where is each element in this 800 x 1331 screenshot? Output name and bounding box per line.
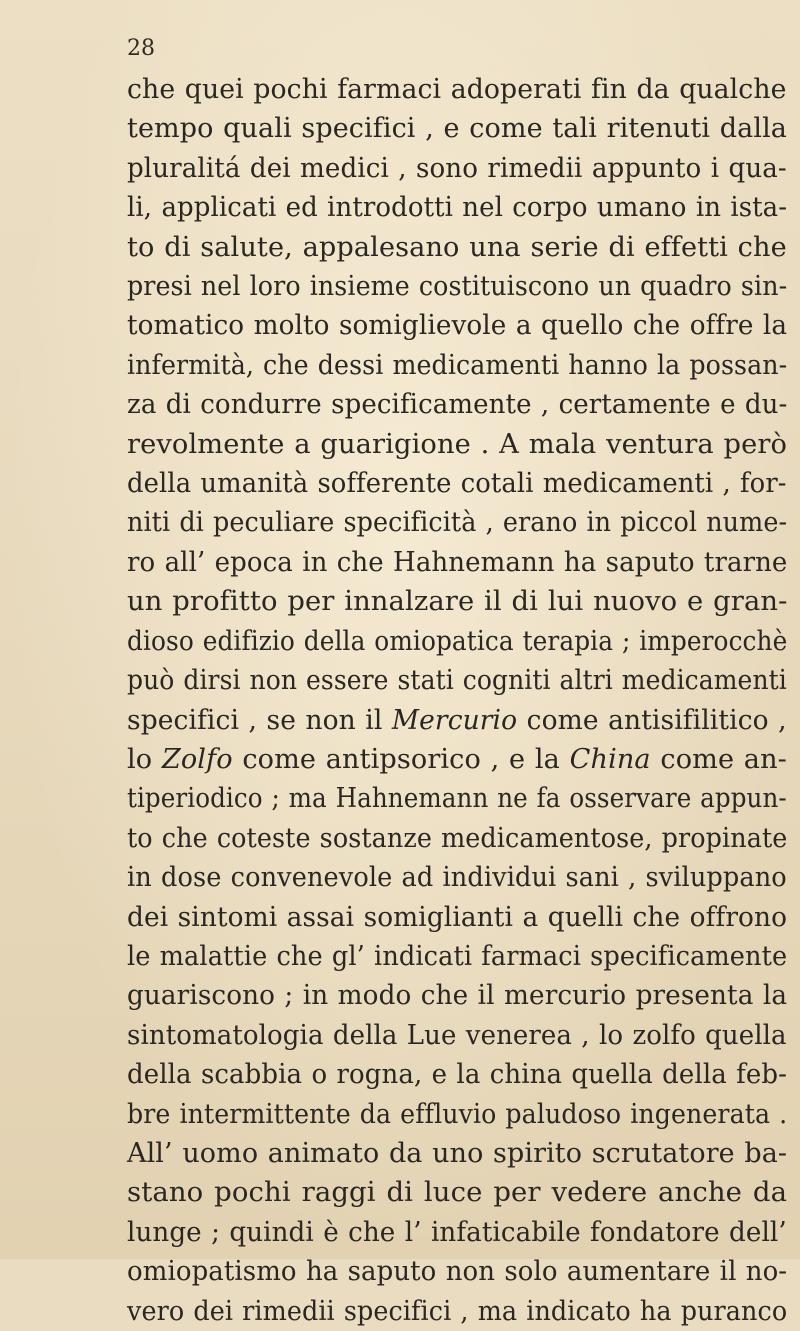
text-line	[127, 188, 788, 227]
text-line	[127, 149, 787, 188]
text-segment: bre intermittente da effluvio paludoso ingenerata .	[127, 1097, 788, 1130]
italic-term: China	[569, 742, 651, 775]
text-segment: niti di peculiare specificità , erano in piccol nume-	[127, 506, 788, 539]
text-line	[127, 976, 788, 1015]
text-line	[127, 109, 788, 148]
text-line	[127, 1016, 787, 1055]
text-line	[127, 70, 787, 109]
text-segment: sintomatologia della Lue venerea , lo zolfo quella	[127, 1018, 787, 1051]
text-segment: può dirsi non essere stati cogniti altri medicamenti	[127, 664, 787, 697]
italic-term: Zolfo	[161, 742, 233, 775]
text-line	[127, 622, 788, 661]
text-segment: un profitto per innalzare il di lui nuovo e gran-	[127, 585, 788, 618]
text-segment: come an-	[650, 742, 787, 775]
text-line	[127, 898, 788, 937]
text-line	[127, 385, 788, 424]
text-line	[127, 346, 788, 385]
text-line	[127, 1095, 788, 1134]
text-segment: della scabbia o rogna, e la china quella della feb-	[127, 1058, 787, 1091]
text-segment: lunge ; quindi è che l’ infaticabile fondatore dell’	[127, 1215, 787, 1248]
text-segment: in dose convenevole ad individui sani , sviluppano	[127, 861, 787, 894]
text-segment: to che coteste sostanze medicamentose, propinate	[127, 821, 788, 854]
italic-term: Mercurio	[391, 703, 518, 736]
text-line	[127, 1055, 787, 1094]
text-segment: stano pochi raggi di luce per vedere anche da	[127, 1176, 788, 1209]
text-line	[127, 701, 787, 740]
text-line	[127, 1252, 788, 1291]
text-segment: lo	[127, 742, 162, 775]
text-segment: dei sintomi assai somiglianti a quelli che offrono	[127, 900, 788, 933]
text-segment: tempo quali specifici , e come tali ritenuti dalla	[127, 112, 788, 145]
text-segment: All’ uomo animato da uno spirito scrutatore ba-	[127, 1136, 788, 1169]
text-segment: della umanità sofferente cotali medicamenti , for-	[127, 467, 787, 500]
text-segment: come antisifilitico ,	[517, 703, 787, 736]
text-line	[127, 1213, 787, 1252]
text-line	[127, 464, 787, 503]
text-line	[127, 503, 788, 542]
text-line	[127, 1292, 788, 1331]
text-segment: pluralitá dei medici , sono rimedii appunto i qua-	[127, 151, 787, 184]
text-line	[127, 937, 788, 976]
text-line	[127, 661, 787, 700]
text-line	[127, 1134, 788, 1173]
text-segment: che quei pochi farmaci adoperati fin da qualche	[127, 73, 787, 105]
text-line	[127, 858, 787, 897]
text-segment: le malattie che gl’ indicati farmaci specificamente	[127, 939, 788, 972]
text-segment: vero dei rimedii specifici , ma indicato ha puranco	[127, 1294, 788, 1327]
text-segment: tomatico molto somiglievole a quello che offre la	[127, 309, 788, 342]
text-line	[127, 228, 787, 267]
text-segment: specifici , se non il	[127, 703, 392, 736]
text-segment: infermità, che dessi medicamenti hanno la possan-	[127, 348, 788, 381]
text-segment: ro all’ epoca in che Hahnemann ha saputo trarne	[127, 545, 788, 578]
text-line	[127, 779, 787, 818]
text-line	[127, 425, 788, 464]
text-segment: guariscono ; in modo che il mercurio presenta la	[127, 979, 788, 1012]
text-segment: dioso edifizio della omiopatica terapia ; imperocchè	[127, 624, 788, 657]
text-segment: revolmente a guarigione . A mala ventura però	[127, 427, 788, 460]
text-segment: omiopatismo ha saputo non solo aumentare il no-	[127, 1255, 788, 1288]
text-line	[127, 740, 787, 779]
text-line	[127, 267, 788, 306]
text-segment: come antipsorico , e la	[232, 742, 570, 775]
text-segment: presi nel loro insieme costituiscono un quadro sin-	[127, 270, 788, 303]
body-text	[127, 70, 787, 1331]
text-segment: tiperiodico ; ma Hahnemann ne fa osservare appun-	[127, 782, 787, 815]
text-segment: to di salute, appalesano una serie di effetti che	[127, 230, 787, 263]
text-line	[127, 1173, 787, 1212]
text-segment: li, applicati ed introdotti nel corpo umano in ista-	[127, 191, 788, 224]
text-line	[127, 306, 788, 345]
text-segment: za di condurre specificamente , certamente e du-	[127, 388, 788, 421]
text-line	[127, 819, 788, 858]
text-line	[127, 582, 788, 621]
text-line	[127, 543, 788, 582]
page-number: 28	[127, 36, 155, 61]
